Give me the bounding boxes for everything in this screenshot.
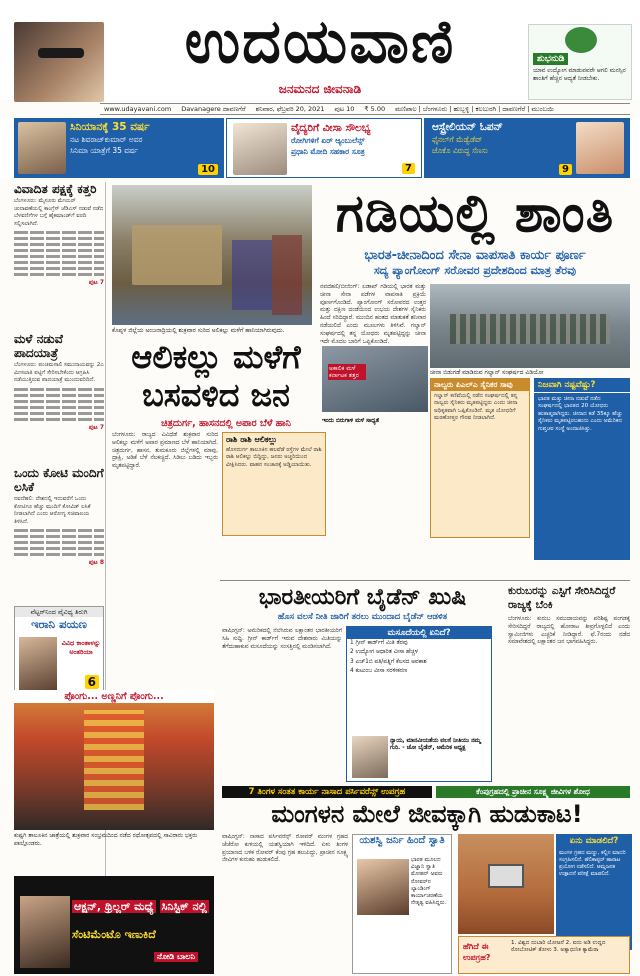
- masthead: [0, 0, 640, 100]
- hail-forecast: [322, 418, 426, 538]
- film-cta[interactable]: ನೋಡಿ ಬಾಲನಿ: [154, 952, 198, 962]
- teaser-subline: ಫೈನಲ್‌ಗೆ ಮೆಡ್ವೆಡೆವ್: [432, 135, 483, 144]
- shubhanudi-label: ಶುಭನುಡಿ: [533, 53, 568, 65]
- box-headline: ಮಸೂದೆಯಲ್ಲಿ ಏನಿದೆ?: [347, 627, 491, 639]
- hail-body-text: ಬೆಂಗಳೂರು: ರಾಜ್ಯದ ವಿವಿಧೆಡೆ ಶುಕ್ರವಾರ ಸುರಿದ ಆಲಿಕಲ್ಲು ಮಳೆಗೆ ಅಪಾರ ಪ್ರಮಾಣದ ಬೆಳೆ ಹಾನಿಯಾಗಿದೆ. ಚಿತ್ರದುರ್ಗ, ಹಾಸನ, ತುಮಕೂರು ಜಿಲ್ಲೆಗಳಲ್ಲಿ ಮಾವು, ದ್ರಾಕ್ಷಿ, ಅಡಿಕೆ ಬೆಳೆ ನೆಲಕಚ್ಚಿದೆ. ಸಿಡಿಲು ಬಡಿದು ಇಬ್ಬರು ಮೃತಪಟ್ಟಿದ್ದಾರೆ.: [112, 432, 218, 470]
- teaser-tennis[interactable]: [424, 118, 630, 178]
- masthead-photo: [14, 22, 104, 102]
- teaser-headline: ಸಿನಿಯಾನಕ್ಕೆ 35 ವರ್ಷ: [70, 121, 150, 133]
- issue-date: ಶನಿವಾರ, ಫೆಬ್ರವರಿ 20, 2021: [255, 105, 325, 113]
- box-headline: ನಾಲ್ವರು ಪಿಎಲ್‌ಎ ಸೈನಿಕರ ಸಾವು: [431, 379, 529, 391]
- continue-link[interactable]: ಪುಟ 8: [88, 559, 104, 567]
- film-line-2: ಸೆಂಟಿಮೆಂಟೊ ಇಣುಕಿದೆ: [72, 928, 156, 941]
- teaser-photo: [576, 122, 624, 174]
- photo-caption: ಕೊಪ್ಪಳ ಜಿಲ್ಲೆಯ ಅಂಜನಾದ್ರಿಯಲ್ಲಿ ಶುಕ್ರವಾರ ಸುರಿದ ಅಲಿಕಲ್ಲು ಮಳೆಗೆ ಹಾನಿಯಾಗಿರುವುದು.: [112, 327, 285, 334]
- teaser-photo: [233, 123, 287, 175]
- page-ref[interactable]: 6: [85, 675, 99, 689]
- promo-kicker: ವೆಟ್ಟರ್‌ನಿಂದ ವೈವಿಧ್ಯ ತಿರುಗಿ: [15, 607, 103, 617]
- film-line-1a: ಆಕ್ಷನ್, ಥ್ರಿಲ್ಲರ್ ಮಧ್ಯೆ: [74, 900, 154, 913]
- story-headline: ವಿವಾದಿತ ಪಕ್ಷಕ್ಕೆ ಕತ್ತರಿ: [14, 182, 97, 196]
- kuruba-body: [508, 616, 630, 780]
- page-ref[interactable]: 10: [198, 164, 218, 175]
- film-line-1b: ಸಿನಿಸ್ಟಿಕ್ ನಲ್ಲಿ: [161, 900, 207, 913]
- teaser-subline: ಜೊಕೊ ವಿರುದ್ಧ ಸೆಣಸು: [432, 146, 488, 155]
- newspaper-title[interactable]: ಉದಯವಾಣಿ: [184, 7, 456, 77]
- box-headline: ಹೆಗಿದೆ ಈ ಉಪಗ್ರಹ?: [463, 942, 491, 962]
- left-story-2[interactable]: [14, 332, 104, 432]
- story-headline: ಮಳೆ ನಡುವೆ ಪಾದಯಾತ್ರೆ: [14, 332, 63, 360]
- biden-subheadline: ಹೊಸ ವಲಸೆ ನೀತಿ ಜಾರಿಗೆ ತರಲು ಮುಂದಾದ ಬೈಡೆನ್ ಆಡಳಿತ: [277, 612, 448, 622]
- story-body: ಬೆಂಗಳೂರು: ಪಂಚಮಸಾಲಿ ಸಮುದಾಯವನ್ನು 2ಎ ಮೀಸಲಾತಿ ಪಟ್ಟಿಗೆ ಸೇರಿಸಬೇಕೆಂದು ಆಗ್ರಹಿಸಿ ನಡೆಯುತ್ತಿರುವ ಪಾದಯಾತ್ರೆ ಮುಂದುವರಿದಿದೆ.: [14, 362, 104, 384]
- kuruba-headline[interactable]: ಕುರುಬರನ್ನು ಎಸ್ಟಿಗೆ ಸೇರಿಸಿದಿದ್ದರೆ ರಾಜ್ಯಕ್ಕೆ ಬೆಂಕಿ: [508, 585, 616, 611]
- swati-box: [352, 834, 452, 974]
- mars-body-text: ವಾಷಿಂಗ್ಟನ್: ನಾಸಾದ ಪರ್ಸಿವರೆನ್ಸ್ ರೋವರ್ ಮಂಗಳ ಗ್ರಹದ ಜೆಜೆರೋ ಕುಳಿಯಲ್ಲಿ ಯಶಸ್ವಿಯಾಗಿ ಇಳಿದಿದೆ. ಏಳು ತಿಂಗಳ ಪ್ರಯಾಣದ ಬಳಿಕ ರೋವರ್ ಕೆಂಪು ಗ್ರಹ ತಲುಪಿದ್ದು, ಪ್ರಾಚೀನ ಸೂಕ್ಷ್ಮ ಜೀವಿಗಳ ಕುರುಹು ಹುಡುಕಲಿದೆ.: [222, 834, 348, 864]
- hail-mini-photo: [322, 346, 428, 412]
- lead-body-text: ನವದೆಹಲಿ/ಬೀಜಿಂಗ್: ಲಡಾಖ್ ಗಡಿಯಲ್ಲಿ ಭಾರತ ಮತ್ತು ಚೀನಾ ಸೇನಾ ಪಡೆಗಳ ವಾಪಸಾತಿ ಪ್ರಕ್ರಿಯೆ ಪೂರ್ಣಗೊಂಡಿದೆ. ಪ್ಯಾಂಗೋಂಗ್ ಸರೋವರದ ಉತ್ತರ ಮತ್ತು ದಕ್ಷಿಣ ದಂಡೆಯಿಂದ ಉಭಯ ದೇಶಗಳ ಸೈನಿಕರು ಹಿಂದೆ ಸರಿದಿದ್ದಾರೆ. ಮುಂದಿನ ಹಂತದ ಮಾತುಕತೆ ಶನಿವಾರ ನಡೆಯಲಿದೆ ಎಂದು ಮೂಲಗಳು ತಿಳಿಸಿವೆ. ಗಲ್ವಾನ್ ಸಂಘರ್ಷದಲ್ಲಿ ತನ್ನ ಯೋಧರು ಮೃತಪಟ್ಟಿದ್ದನ್ನು ಚೀನಾ ಇದೇ ಮೊದಲ ಬಾರಿಗೆ ಒಪ್ಪಿಕೊಂಡಿದೆ.: [320, 284, 426, 345]
- page-ref[interactable]: 9: [559, 164, 572, 175]
- lead-subheadline: ಭಾರತ-ಚೀನಾದಿಂದ ಸೇನಾ ವಾಪಸಾತಿ ಕಾರ್ಯ ಪೂರ್ಣ: [364, 248, 586, 263]
- teaser-band: [0, 118, 640, 178]
- edition-cities: ಮಣಿಪಾಲ | ಬೆಂಗಳೂರು | ಹುಬ್ಬಳ್ಳಿ | ಕಲಬುರಗಿ | ದಾವಣಗೆರೆ | ಮುಂಬಯಿ: [395, 105, 554, 113]
- teaser-visa[interactable]: [226, 118, 422, 178]
- price: ₹ 5.00: [364, 105, 386, 113]
- film-promo[interactable]: [14, 876, 214, 974]
- promo-photo: [19, 637, 57, 691]
- kuruba-body-text: ಬೆಂಗಳೂರು: ಕುರುಬ ಸಮುದಾಯವನ್ನು ಪರಿಶಿಷ್ಟ ಪಂಗಡಕ್ಕೆ ಸೇರಿಸದಿದ್ದರೆ ರಾಜ್ಯದಲ್ಲಿ ಹೋರಾಟ ತೀವ್ರಗೊಳ್ಳಲಿದೆ ಎಂದು ಸ್ವಾಮೀಜಿಗಳು ಎಚ್ಚರಿಕೆ ನೀಡಿದ್ದಾರೆ. ಫೆ.7ರಂದು ನಡೆದ ಸಮಾವೇಶದಲ್ಲಿ ಲಕ್ಷಾಂತರ ಜನ ಭಾಗವಹಿಸಿದ್ದರು.: [508, 616, 630, 646]
- teaser-subline: ಸಿನಿಮಾ ಯಾತ್ರೆಗೆ 35 ವರ್ಷ: [70, 146, 139, 155]
- box-headline: ರಾಶಿ ರಾಶಿ ಆಲಿಕಲ್ಲು: [226, 435, 278, 444]
- film-line-1: [72, 900, 212, 914]
- festival-headline: ಪೊಂಗು... ಅಣ್ಣನಿಗೆ ಪೊಂಗು...: [14, 690, 214, 703]
- hail-heap-box: [222, 432, 326, 536]
- mars-headline[interactable]: ಮಂಗಳನ ಮೇಲೆ ಜೀವಕ್ಕಾಗಿ ಹುಡುಕಾಟ!: [271, 800, 583, 828]
- mini-photo-caption: ಅಕಾಲಿಕ ಮಳೆ ಕರ್ನಾಟಕ ತತ್ತರ: [328, 364, 366, 380]
- hail-body: [112, 432, 218, 580]
- bill-point: 2 ಉದ್ಯೋಗ ಆಧಾರಿತ ವೀಸಾ ಹೆಚ್ಚಳ: [350, 649, 418, 656]
- page-count: ಪುಟ 10: [334, 105, 355, 113]
- continue-link[interactable]: ಪುಟ 7: [88, 279, 104, 287]
- strip-label-left: 7 ತಿಂಗಳ ಸಂತತ ಕಾರ್ಯ ನಾಸಾದ ಪರ್ಸಿವರೆನ್ಸ್ ಉಪಗ್ರಹ: [222, 786, 432, 798]
- what-will-it-do-box: [556, 834, 632, 950]
- box-body: ಗಲ್ವಾನ್ ಕಣಿವೆಯಲ್ಲಿ ನಡೆದ ಸಂಘರ್ಷದಲ್ಲಿ ತನ್ನ ನಾಲ್ವರು ಸೈನಿಕರು ಮೃತಪಟ್ಟಿದ್ದರು ಎಂದು ಚೀನಾ ಅಧಿಕೃತವಾಗಿ ಒಪ್ಪಿಕೊಂಡಿದೆ. ಮೃತ ಯೋಧರಿಗೆ ಮರಣೋತ್ತರ ಗೌರವ ನೀಡಲಾಗಿದೆ.: [434, 393, 518, 422]
- galwan-photo: [430, 284, 630, 368]
- actor-photo: [20, 896, 70, 968]
- teaser-headline: ವೈದ್ಯರಿಗೆ ವೀಸಾ ಸೌಲಭ್ಯ: [291, 122, 371, 134]
- lead-headline[interactable]: ಗಡಿಯಲ್ಲಿ ಶಾಂತಿ: [335, 184, 615, 244]
- teaser-subline: ನಟ ಶಿವರಾಜ್‌ಕುಮಾರ್ ಅವರ: [70, 135, 143, 144]
- promo-subline: ವಿವಿಧ ಕಾಂತಾಳನ್ನು ಅಂತರಿಯಾ: [61, 639, 101, 656]
- teaser-subline: ಪ್ರಧಾನಿ ಮೋದಿ ಸಹಕಾರ ಸೂತ್ರ: [291, 147, 365, 156]
- hail-headline[interactable]: [116, 338, 316, 414]
- promo-headline: ಇರಾನಿ ಪಯಣ: [31, 617, 87, 631]
- box-body: 1. ವಿಶ್ವದ ದುಬಾರಿ ಯೋಜನೆ 2. ಐದು ಅಡಿ ಉದ್ದದ ರೋಬೋಟಿಕ್ ತೋಳು 3. ಅತ್ಯಾಧುನಿಕ ಕ್ಯಾಮೆರಾ: [511, 940, 606, 954]
- bill-point: 3 ಎಚ್‌1ಬಿ ಪತಿ/ಪತ್ನಿಗೆ ಕೆಲಸದ ಅವಕಾಶ: [350, 658, 427, 665]
- rover-facts-box: [458, 936, 630, 974]
- bill-point: 4 ಕುಟುಂಬ ವೀಸಾ ಸರಳೀಕರಣ: [350, 668, 408, 675]
- box-headline: ನಿಜವಾಗಿ ನಷ್ಟವೆಷ್ಟು?: [534, 378, 630, 393]
- box-headline: ಯಶಸ್ವಿ ಜರ್ನಿ ಹಿಂದೆ ಸ್ವಾತಿ: [359, 835, 445, 846]
- teaser-cinema[interactable]: [14, 118, 224, 178]
- teaser-subline: ರೋಗಿಗಳಿಗೆ ಏರ್ ಆ್ಯಂಬುಲೆನ್ಸ್: [291, 136, 365, 145]
- dateline: [100, 103, 630, 115]
- story-body: ಬೆಂಗಳೂರು: ಮೈಸೂರು ಮೇಯರ್ ಚುನಾವಣೆಯಲ್ಲಿ ಕಾಂಗ್ರೆಸ್ ಜೆಡಿಎಸ್ ನಡುವೆ ನಡೆದ ಬೆಳವಣಿಗೆಗಳ ಬಗ್ಗೆ ಹೈಕಮಾಂಡ್‌ಗೆ ವರದಿ ಸಲ್ಲಿಸಲಾಗಿದೆ.: [14, 198, 104, 227]
- biden-body: [222, 628, 342, 778]
- strip-label-right: ಕೆಂಪುಗ್ರಹದಲ್ಲಿ ಪ್ರಾಚೀನ ಸೂಕ್ಷ್ಮ ಜೀವಿಗಳ ಶೋಧ: [436, 786, 630, 798]
- teaser-photo: [18, 122, 66, 174]
- site-url[interactable]: www.udayavani.com: [104, 105, 172, 113]
- forecast-text: ಇಂದು ಬಿರುಗಾಳಿ ಮಳೆ ಸಾಧ್ಯತೆ: [322, 418, 379, 424]
- tree-icon: [565, 27, 597, 53]
- story-headline: ಒಂದು ಕೋಟಿ ಮಂದಿಗೆ ಲಸಿಕೆ: [14, 466, 104, 494]
- box-body: ಭಾರತ ಮತ್ತು ಚೀನಾ ನಡುವೆ ನಡೆದ ಸಂಘರ್ಷದಲ್ಲಿ ಭಾರತದ 20 ಯೋಧರು ಹುತಾತ್ಮರಾಗಿದ್ದರು. ಚೀನಾದ ಕಡೆ 35ಕ್ಕೂ ಹೆಚ್ಚು ಸೈನಿಕರು ಮೃತಪಟ್ಟಿರಬಹುದು ಎಂದು ಅಮೆರಿಕದ ಗುಪ್ತಚರ ಸಂಸ್ಥೆ ಅಂದಾಜಿಸಿತ್ತು.: [538, 396, 623, 432]
- left-story-1[interactable]: [14, 182, 104, 287]
- box-body: ಮಂಗಳ ಗ್ರಹದ ಮಣ್ಣು, ಕಲ್ಲಿನ ಮಾದರಿ ಸಂಗ್ರಹಿಸಲಿದೆ. ಹೆಲಿಕಾಪ್ಟರ್ ಹಾರಾಟ ಪ್ರಯೋಗ ನಡೆಸಲಿದೆ. ಆಮ್ಲಜನಕ ಉತ್ಪಾದನೆ ಪರೀಕ್ಷೆ ಮಾಡಲಿದೆ.: [559, 850, 626, 877]
- biden-quote: ನ್ಯಾಯ, ಮಾನವೀಯತೆಯ ವಲಸೆ ನೀತಿಯು ನಮ್ಮ ಗುರಿ. - ಜೋ ಬೈಡೆನ್, ಅಮೆರಿಕ ಅಧ್ಯಕ್ಷ: [390, 738, 481, 752]
- mars-body: [222, 834, 348, 974]
- real-loss-box: [534, 378, 630, 560]
- story-body: ನವದೆಹಲಿ: ದೇಶದಲ್ಲಿ ಇದುವರೆಗೆ ಒಂದು ಕೋಟಿಗೂ ಹೆಚ್ಚು ಮಂದಿಗೆ ಕೋವಿಡ್ ಲಸಿಕೆ ನೀಡಲಾಗಿದೆ ಎಂದು ಆರೋಗ್ಯ ಸಚಿವಾಲಯ ತಿಳಿಸಿದೆ.: [14, 496, 91, 525]
- shubhanudi-text: ಯಾವ ಉದ್ಯೋಗ ಮಾಡುವವರೇ ಆಗಲಿ ಮನಸ್ಸಿನ ಶಾಂತಿಗೆ ಹೆಚ್ಚಿನ ಆದ್ಯತೆ ನೀಡಬೇಕು.: [533, 67, 626, 82]
- biden-body-text: ವಾಷಿಂಗ್ಟನ್: ಅಮೆರಿಕದಲ್ಲಿ ನೆಲೆಸಿರುವ ಲಕ್ಷಾಂತರ ಭಾರತೀಯರಿಗೆ ಸಿಹಿ ಸುದ್ದಿ. ಗ್ರೀನ್ ಕಾರ್ಡ್‌ಗೆ ಇರುವ ದೇಶವಾರು ಮಿತಿಯನ್ನು ತೆಗೆದುಹಾಕುವ ಮಸೂದೆಯನ್ನು ಸಂಸತ್ತಿನಲ್ಲಿ ಮಂಡಿಸಲಾಗಿದೆ.: [222, 628, 342, 650]
- festival-caption: ಕುಷ್ಟಗಿ ತಾಲೂಕಿನ ಜಾತ್ರೆಯಲ್ಲಿ ಶುಕ್ರವಾರ ಸಂಭ್ರಮದಿಂದ ನಡೆದ ರಥೋತ್ಸವದಲ್ಲಿ ಸಾವಿರಾರು ಭಕ್ತರು ಪಾಲ್ಗೊಂಡರು.: [14, 832, 198, 847]
- hail-headline-line: ಆಲಿಕಲ್ಲು ಮಳೆಗೆ: [131, 338, 301, 376]
- continue-link[interactable]: ಪುಟ 7: [88, 423, 104, 431]
- biden-photo: [352, 736, 388, 778]
- newspaper-tagline: ಜನಮನದ ಜೀವನಾಡಿ: [278, 82, 362, 96]
- biden-headline[interactable]: ಭಾರತೀಯರಿಗೆ ಬೈಡೆನ್ ಖುಷಿ: [258, 585, 467, 610]
- pla-soldiers-box: [430, 378, 530, 538]
- page-ref[interactable]: 7: [402, 163, 415, 174]
- hail-subheadline: ಚಿತ್ರದುರ್ಗ, ಹಾಸನದಲ್ಲಿ ಅಪಾರ ಬೆಳೆ ಹಾನಿ: [161, 418, 291, 429]
- bill-point: 1 ಗ್ರೀನ್ ಕಾರ್ಡ್‌ಗೆ ಮಿತಿ ತೆರವು: [350, 640, 408, 646]
- shubhanudi-box: [528, 24, 632, 100]
- rover-photo: [458, 834, 554, 934]
- swati-photo: [357, 859, 409, 915]
- box-headline: ಏನು ಮಾಡಲಿದೆ?: [569, 836, 619, 846]
- festival-photo: [14, 690, 214, 830]
- hail-headline-line: ಬಸವಳಿದ ಜನ: [142, 376, 290, 414]
- lead-subheadline-2: ಸದ್ಯ ಪ್ಯಾಂಗೋಂಗ್ ಸರೋವರ ಪ್ರದೇಶದಿಂದ ಮಾತ್ರ ತೆರವು: [373, 264, 577, 277]
- box-body: ಹೊಸದುರ್ಗ ತಾಲೂಕಿನ ಹಲವೆಡೆ ರಸ್ತೆಗಳ ಮೇಲೆ ರಾಶಿ ರಾಶಿ ಆಲಿಕಲ್ಲು ಬಿದ್ದಿದ್ದು, ಜನರು ಅಚ್ಚರಿಯಿಂದ ವೀಕ್ಷಿಸಿದರು. ವಾಹನ ಸಂಚಾರಕ್ಕೆ ಅಡ್ಡಿಯಾಯಿತು.: [226, 447, 322, 468]
- teaser-headline: ಆಸ್ಟ್ರೇಲಿಯನ್ ಓಪನ್: [432, 121, 503, 133]
- photo-caption: ಚೀನಾ ಬಿಡುಗಡೆ ಮಾಡಿರುವ ಗಲ್ವಾನ್ ಸಂಘರ್ಷದ ವಿಡಿಯೋ: [430, 369, 544, 376]
- iran-promo[interactable]: [14, 606, 104, 694]
- hailstorm-photo: [112, 185, 312, 325]
- box-body: ಭಾರತ ಮೂಲದ ವಿಜ್ಞಾನಿ ಸ್ವಾತಿ ಮೋಹನ್ ಅವರು ರೋವರ್‌ನ ಲ್ಯಾಂಡಿಂಗ್ ಕಾರ್ಯಾಚರಣೆಯ ನೇತೃತ್ವ ವಹಿಸಿದ್ದರು.: [411, 857, 447, 907]
- edition: Davanagere ದಾವಣಗೆರೆ: [181, 105, 246, 113]
- left-story-3[interactable]: [14, 466, 104, 567]
